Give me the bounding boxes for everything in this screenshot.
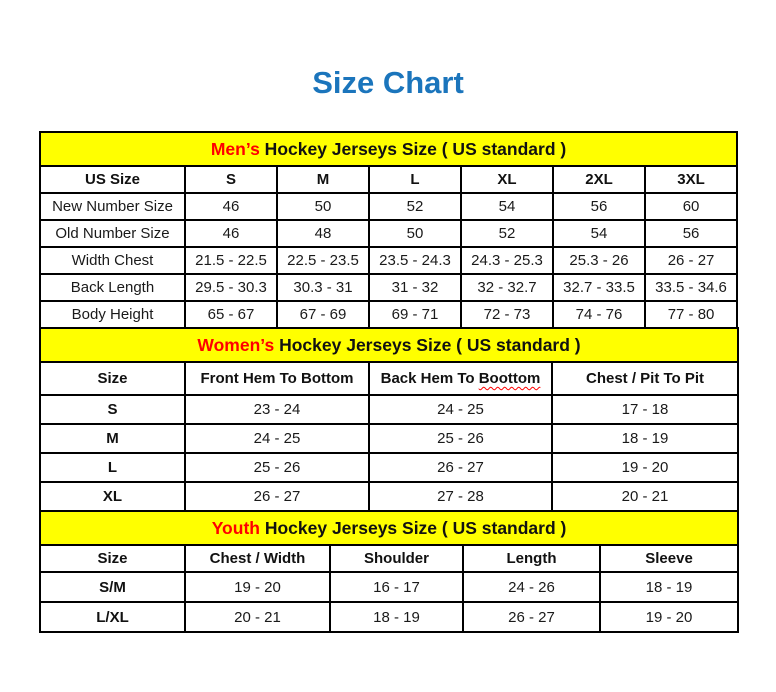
table-row — [40, 247, 737, 274]
size-value-cell: 23.5 - 24.3 — [369, 247, 461, 274]
column-header: Sleeve — [600, 545, 738, 572]
table-row — [40, 193, 737, 220]
size-value-cell: 77 - 80 — [645, 301, 737, 328]
size-value-cell: 24.3 - 25.3 — [461, 247, 553, 274]
row-label: S/M — [40, 572, 185, 602]
column-header: S — [185, 166, 277, 193]
table-row — [40, 482, 738, 511]
size-value-cell: 25 - 26 — [369, 424, 552, 453]
youth-size-table — [39, 510, 739, 633]
row-label: Old Number Size — [40, 220, 185, 247]
size-value-cell: 18 - 19 — [600, 572, 738, 602]
row-label: L — [40, 453, 185, 482]
column-header: Chest / Width — [185, 545, 330, 572]
size-value-cell: 20 - 21 — [552, 482, 738, 511]
row-label: S — [40, 395, 185, 424]
size-value-cell: 56 — [645, 220, 737, 247]
size-value-cell: 27 - 28 — [369, 482, 552, 511]
womens-size-table — [39, 327, 739, 512]
column-header: M — [277, 166, 369, 193]
size-value-cell: 30.3 - 31 — [277, 274, 369, 301]
youth-table-title-accent: Youth — [211, 517, 260, 538]
size-value-cell: 32.7 - 33.5 — [553, 274, 645, 301]
misspelled-word: Boottom — [478, 370, 541, 387]
column-header: Size — [40, 362, 185, 395]
size-value-cell: 18 - 19 — [552, 424, 738, 453]
column-header — [369, 362, 552, 395]
size-value-cell: 56 — [553, 193, 645, 220]
mens-size-table — [39, 131, 738, 329]
youth-header-row — [40, 545, 738, 572]
row-label: M — [40, 424, 185, 453]
size-value-cell: 32 - 32.7 — [461, 274, 553, 301]
size-value-cell: 26 - 27 — [463, 602, 600, 632]
size-value-cell: 69 - 71 — [369, 301, 461, 328]
womens-table-title-rest: Hockey Jerseys Size ( US standard ) — [274, 334, 581, 355]
row-label: XL — [40, 482, 185, 511]
row-label: Back Length — [40, 274, 185, 301]
column-header: Chest / Pit To Pit — [552, 362, 738, 395]
size-value-cell: 29.5 - 30.3 — [185, 274, 277, 301]
size-value-cell: 21.5 - 22.5 — [185, 247, 277, 274]
row-label: Body Height — [40, 301, 185, 328]
mens-table-title-row — [40, 132, 737, 166]
row-label: New Number Size — [40, 193, 185, 220]
table-row — [40, 602, 738, 632]
size-value-cell: 74 - 76 — [553, 301, 645, 328]
size-value-cell: 46 — [185, 193, 277, 220]
column-header: Shoulder — [330, 545, 463, 572]
table-row — [40, 301, 737, 328]
size-value-cell: 48 — [277, 220, 369, 247]
mens-header-row — [40, 166, 737, 193]
size-value-cell: 50 — [277, 193, 369, 220]
size-value-cell: 19 - 20 — [552, 453, 738, 482]
size-value-cell: 33.5 - 34.6 — [645, 274, 737, 301]
size-value-cell: 31 - 32 — [369, 274, 461, 301]
size-value-cell: 46 — [185, 220, 277, 247]
column-header: 2XL — [553, 166, 645, 193]
womens-table-title-accent: Women’s — [197, 334, 275, 355]
mens-table-title — [40, 132, 737, 166]
column-header: Length — [463, 545, 600, 572]
size-value-cell: 16 - 17 — [330, 572, 463, 602]
womens-table-title-row — [40, 328, 738, 362]
size-value-cell: 54 — [553, 220, 645, 247]
size-value-cell: 26 - 27 — [369, 453, 552, 482]
column-header: Size — [40, 545, 185, 572]
size-value-cell: 22.5 - 23.5 — [277, 247, 369, 274]
page-title: Size Chart — [312, 65, 464, 100]
size-value-cell: 18 - 19 — [330, 602, 463, 632]
size-value-cell: 26 - 27 — [645, 247, 737, 274]
column-header: XL — [461, 166, 553, 193]
mens-table-title-rest: Hockey Jerseys Size ( US standard ) — [259, 138, 567, 159]
size-value-cell: 25 - 26 — [185, 453, 369, 482]
table-row — [40, 572, 738, 602]
size-value-cell: 17 - 18 — [552, 395, 738, 424]
size-value-cell: 50 — [369, 220, 461, 247]
table-row — [40, 453, 738, 482]
row-label: L/XL — [40, 602, 185, 632]
size-value-cell: 26 - 27 — [185, 482, 369, 511]
womens-header-row — [40, 362, 738, 395]
column-header: US Size — [40, 166, 185, 193]
size-value-cell: 24 - 25 — [185, 424, 369, 453]
womens-table-title — [40, 328, 738, 362]
size-value-cell: 23 - 24 — [185, 395, 369, 424]
size-value-cell: 25.3 - 26 — [553, 247, 645, 274]
column-header-text: Back Hem To — [380, 370, 479, 387]
size-value-cell: 20 - 21 — [185, 602, 330, 632]
size-value-cell: 19 - 20 — [600, 602, 738, 632]
size-value-cell: 60 — [645, 193, 737, 220]
table-row — [40, 424, 738, 453]
size-value-cell: 52 — [461, 220, 553, 247]
table-row — [40, 220, 737, 247]
size-value-cell: 19 - 20 — [185, 572, 330, 602]
table-row — [40, 395, 738, 424]
youth-table-title-rest: Hockey Jerseys Size ( US standard ) — [259, 517, 567, 538]
column-header: Front Hem To Bottom — [185, 362, 369, 395]
size-value-cell: 72 - 73 — [461, 301, 553, 328]
table-row — [40, 274, 737, 301]
size-value-cell: 54 — [461, 193, 553, 220]
size-value-cell: 67 - 69 — [277, 301, 369, 328]
column-header: 3XL — [645, 166, 737, 193]
size-value-cell: 52 — [369, 193, 461, 220]
youth-table-title — [40, 511, 738, 545]
mens-table-title-accent: Men’s — [210, 138, 260, 159]
size-value-cell: 24 - 26 — [463, 572, 600, 602]
row-label: Width Chest — [40, 247, 185, 274]
column-header: L — [369, 166, 461, 193]
youth-table-title-row — [40, 511, 738, 545]
size-tables-container — [39, 131, 737, 633]
size-value-cell: 65 - 67 — [185, 301, 277, 328]
size-value-cell: 24 - 25 — [369, 395, 552, 424]
